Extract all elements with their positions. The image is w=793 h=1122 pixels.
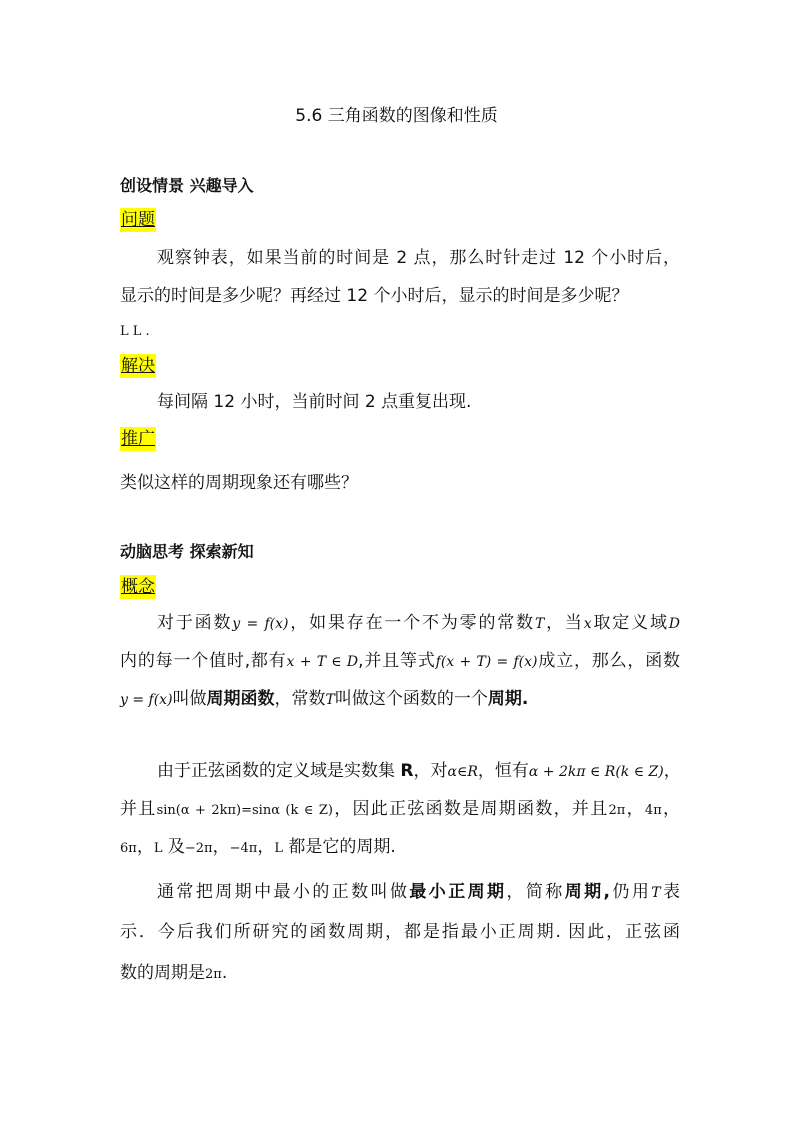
sine-line-1	[157, 759, 680, 784]
math-ellipsis: L	[153, 841, 163, 856]
math-sin-identity: sin(α + 2kπ)=sinα (k ∈ Z)	[156, 803, 333, 818]
math-neg-4pi: −4π	[229, 841, 258, 856]
text: ，	[663, 761, 681, 781]
tag-concept: 概念	[121, 577, 155, 597]
section-heading-explore: 动脑思考 探索新知	[120, 542, 254, 561]
tag-problem: 问题	[121, 210, 155, 230]
tag-solve: 解决	[121, 356, 155, 376]
text: ，常数	[274, 689, 326, 709]
text: 取定义域	[591, 613, 669, 633]
text: ，因此正弦函数是周期函数，并且	[332, 799, 609, 819]
math-T: T	[534, 616, 545, 632]
math-x: x	[583, 616, 592, 632]
text: ，	[625, 799, 645, 819]
math-T: T	[651, 885, 661, 901]
text: 仍用	[610, 882, 652, 902]
concept-line-1	[157, 611, 680, 636]
text: ，如果存在一个不为零的常数	[288, 613, 535, 633]
text: 都是它的周期.	[282, 837, 396, 857]
math-alpha-in-R: α∈R	[447, 764, 478, 780]
text: 及	[162, 837, 185, 857]
bold-term-min-positive-period: 最小正周期	[409, 882, 507, 902]
text: 内的每一个值时,都有	[120, 651, 287, 671]
text: ，对	[413, 761, 448, 781]
math-fx: y = f(x)	[232, 616, 289, 632]
text: 对于函数	[157, 613, 233, 633]
problem-line-2: 显示的时间是多少呢？再经过 12 个小时后，显示的时间是多少呢？	[120, 286, 629, 306]
sine-line-2	[120, 797, 680, 823]
bold-term-periodic-function: 周期函数	[206, 689, 275, 709]
text: ，当	[544, 613, 584, 633]
text: ，	[212, 837, 230, 857]
math-2pi: 2π	[205, 967, 222, 982]
math-fx: y = f(x)	[120, 692, 173, 708]
min-period-line-1	[157, 880, 680, 905]
min-period-line-3	[120, 961, 680, 987]
text: 由于正弦函数的定义域是实数集	[157, 761, 401, 781]
bold-term-period: 周期.	[487, 689, 529, 709]
math-T: T	[325, 692, 335, 708]
math-D: D	[668, 616, 681, 632]
math-condition: x + T ∈ D	[286, 654, 359, 670]
text: 数的周期是	[120, 963, 205, 983]
text: ，	[661, 799, 681, 819]
text: ，	[257, 837, 275, 857]
math-6pi: 6π	[120, 841, 137, 856]
text: 叫做这个函数的一个	[334, 689, 488, 709]
text: ，简称	[506, 882, 565, 902]
math-expression: α + 2kπ ∈ R(k ∈ Z)	[528, 764, 664, 780]
bold-term-period: 周期,	[564, 882, 611, 902]
math-ellipsis: L	[274, 841, 283, 856]
problem-line-3: L L .	[120, 324, 150, 339]
math-neg-2pi: −2π	[184, 841, 213, 856]
tag-extend: 推广	[121, 429, 155, 449]
text: 叫做	[172, 689, 207, 709]
text: ，	[136, 837, 154, 857]
text: 通常把周期中最小的正数叫做	[157, 882, 410, 902]
concept-line-3	[120, 687, 680, 712]
math-R: R	[400, 761, 414, 781]
concept-line-2	[120, 649, 680, 674]
text: ,并且等式	[358, 651, 436, 671]
problem-line-1: 观察钟表，如果当前的时间是 2 点，那么时针走过 12 个小时后，	[157, 248, 680, 268]
sine-line-3	[120, 835, 680, 861]
page-title: 5.6 三角函数的图像和性质	[295, 106, 498, 126]
solve-text: 每间隔 12 小时，当前时间 2 点重复出现.	[157, 392, 472, 412]
min-period-line-2: 示．今后我们所研究的函数周期，都是指最小正周期. 因此，正弦函	[120, 922, 680, 942]
math-equation: f(x + T) = f(x)	[435, 654, 538, 670]
text: 成立，那么，函数	[537, 651, 681, 671]
math-2pi: 2π	[608, 803, 626, 818]
math-4pi: 4π	[644, 803, 662, 818]
extend-text: 类似这样的周期现象还有哪些？	[120, 473, 358, 493]
text: 表	[660, 882, 681, 902]
text: 并且	[120, 799, 157, 819]
section-heading-intro: 创设情景 兴趣导入	[120, 176, 254, 195]
text: ，恒有	[477, 761, 529, 781]
text: .	[221, 963, 228, 983]
